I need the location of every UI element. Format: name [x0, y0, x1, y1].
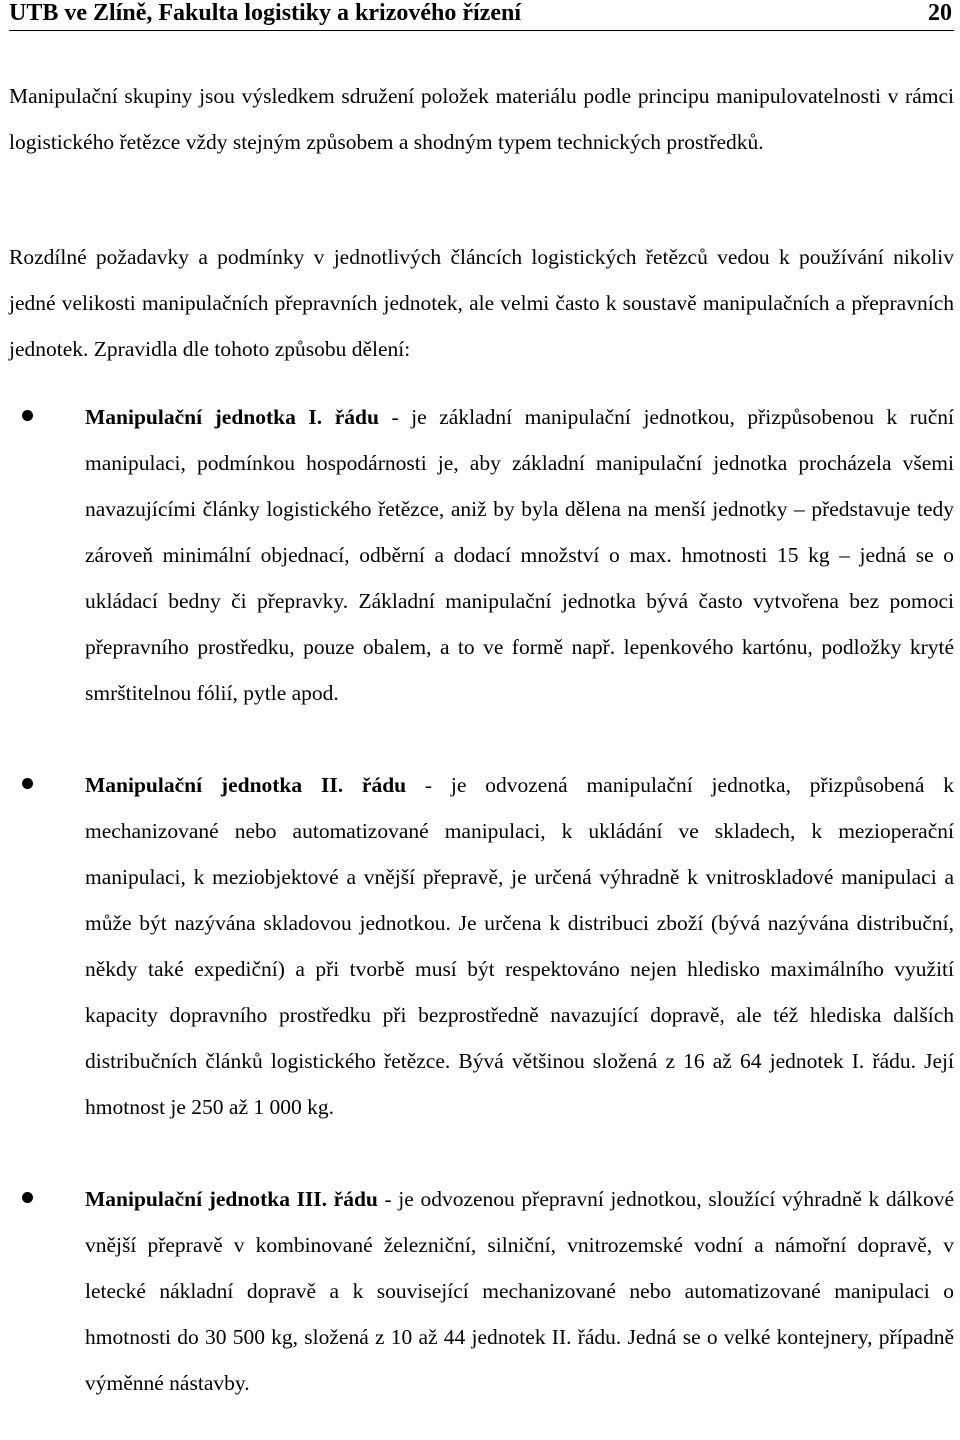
bullet-text: - je základní manipulační jednotkou, přizpůsobenou k ruční manipulaci, podmínkou hospodárnosti je, aby základní manipulační jednotka procházela všemi navazujícími články logistického řetězce, aniž by byla dělena na menší jednotky – představuje tedy zároveň minimální objednací, odběrní a dodací množství o max. hmotnosti 15 kg – jedná se o ukládací bedny či přepravky. Základní manipulační jednotka bývá často vytvořena bez pomoci přepravního prostředku, pouze obalem, a to ve formě např. lepenkového kartónu, podložky kryté smrštitelnou fólií, pytle apod. [85, 405, 954, 705]
bullet-text: - je odvozenou přepravní jednotkou, sloužící výhradně k dálkové vnější přepravě v kombinované železniční, silniční, vnitrozemské vodní a námořní dopravě, v letecké nákladní dopravě a k související mechanizované nebo automatizované manipulaci o hmotnosti do 30 500 kg, složená z 10 až 44 jednotek II. řádu. Jedná se o velké kontejnery, případně výměnné nástavby. [85, 1187, 954, 1395]
bullet-text: - je odvozená manipulační jednotka, přizpůsobená k mechanizované nebo automatizované manipulaci, k ukládání ve skladech, k mezioperační manipulaci, k meziobjektové a vnější přepravě, je určená výhradně k vnitroskladové manipulaci a může být nazývána skladovou jednotkou. Je určena k distribuci zboží (bývá nazývána distribuční, někdy také expediční) a při tvorbě musí být respektováno nejen hledisko maximálního využití kapacity dopravního prostředku při bezprostředně navazující dopravě, ale též hlediska dalších distribučních článků logistického řetězce. Bývá většinou složená z 16 až 64 jednotek I. řádu. Její hmotnost je 250 až 1 000 kg. [85, 773, 954, 1119]
bullet-item-first-order [85, 394, 954, 716]
header-title: UTB ve Zlíně, Fakulta logistiky a krizového řízení [9, 0, 522, 26]
bullet-term: Manipulační jednotka I. řádu [85, 405, 379, 429]
paragraph-requirements: Rozdílné požadavky a podmínky v jednotlivých článcích logistických řetězců vedou k používání nikoliv jedné velikosti manipulačních přepravních jednotek, ale velmi často k soustavě manipulačních a přepravních jednotek. Zpravidla dle tohoto způsobu dělení: [9, 245, 954, 361]
bullet-term: Manipulační jednotka II. řádu [85, 773, 407, 797]
bullet-icon [22, 410, 33, 421]
page-number: 20 [928, 0, 952, 26]
bullet-term: Manipulační jednotka III. řádu [85, 1187, 378, 1211]
bullet-icon [22, 1192, 33, 1203]
bullet-item-second-order [85, 762, 954, 1130]
bullet-icon [22, 778, 33, 789]
page-header [9, 0, 954, 31]
bullet-item-third-order [85, 1176, 954, 1406]
paragraph-intro: Manipulační skupiny jsou výsledkem sdružení položek materiálu podle principu manipulovatelnosti v rámci logistického řetězce vždy stejným způsobem a shodným typem technických prostředků. [9, 84, 954, 154]
